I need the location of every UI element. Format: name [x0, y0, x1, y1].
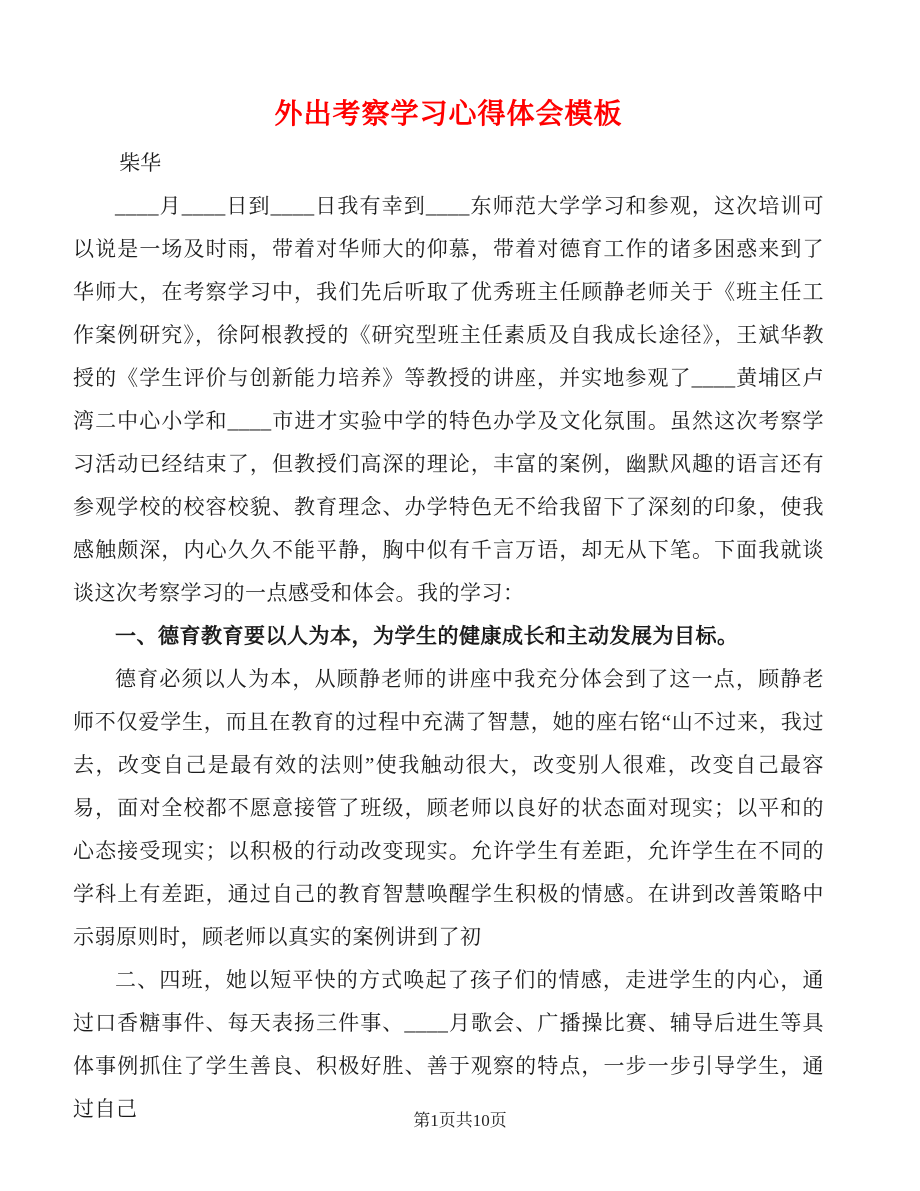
author-line: 柴华: [119, 151, 162, 175]
paragraph-section-2: 二、四班，她以短平快的方式唤起了孩子们的情感，走进学生的内心，通过口香糖事件、每天表扬三件事、____月歌会、广播操比赛、辅导后进生等具体事例抓住了学生善良、积极好胜、善于观察的特点，一步一步引导学生，通过自己: [73, 968, 824, 1121]
paragraph-section-1: 德育必须以人为本，从顾静老师的讲座中我充分体会到了这一点，顾静老师不仅爱学生，而且在教育的过程中充满了智慧，她的座右铭“山不过来，我过去，改变自己是最有效的法则”使我触动很大，改变别人很难，改变自己最容易，面对全校都不愿意接管了班级，顾老师以良好的状态面对现实；以平和的心态接受现实；以积极的行动改变现实。允许学生有差距，允许学生在不同的学科上有差距，通过自己的教育智慧唤醒学生积极的情感。在讲到改善策略中示弱原则时，顾老师以真实的案例讲到了初: [73, 667, 824, 949]
section-heading-1: 一、德育教育要以人为本，为学生的健康成长和主动发展为目标。: [115, 624, 739, 648]
page-title: 外出考察学习心得体会模板: [274, 99, 623, 130]
paragraph-intro: ____月____日到____日我有幸到____东师范大学学习和参观，这次培训可以说是一场及时雨，带着对华师大的仰慕，带着对德育工作的诸多困惑来到了华师大，在考察学习中，我们先后听取了优秀班主任顾静老师关于《班主任工作案例研究》，徐阿根教授的《研究型班主任素质及自我成长途径》，王斌华教授的《学生评价与创新能力培养》等教授的讲座，并实地参观了____黄埔区卢湾二中心小学和____市进才实验中学的特色办学及文化氛围。虽然这次考察学习活动已经结束了，但教授们高深的理论，丰富的案例，幽默风趣的语言还有参观学校的校容校貌、教育理念、办学特色无不给我留下了深刻的印象，使我感触颇深，内心久久不能平静，胸中似有千言万语，却无从下笔。下面我就谈谈这次考察学习的一点感受和体会。我的学习：: [73, 194, 824, 605]
page-number: 第1页共10页: [413, 1111, 507, 1130]
